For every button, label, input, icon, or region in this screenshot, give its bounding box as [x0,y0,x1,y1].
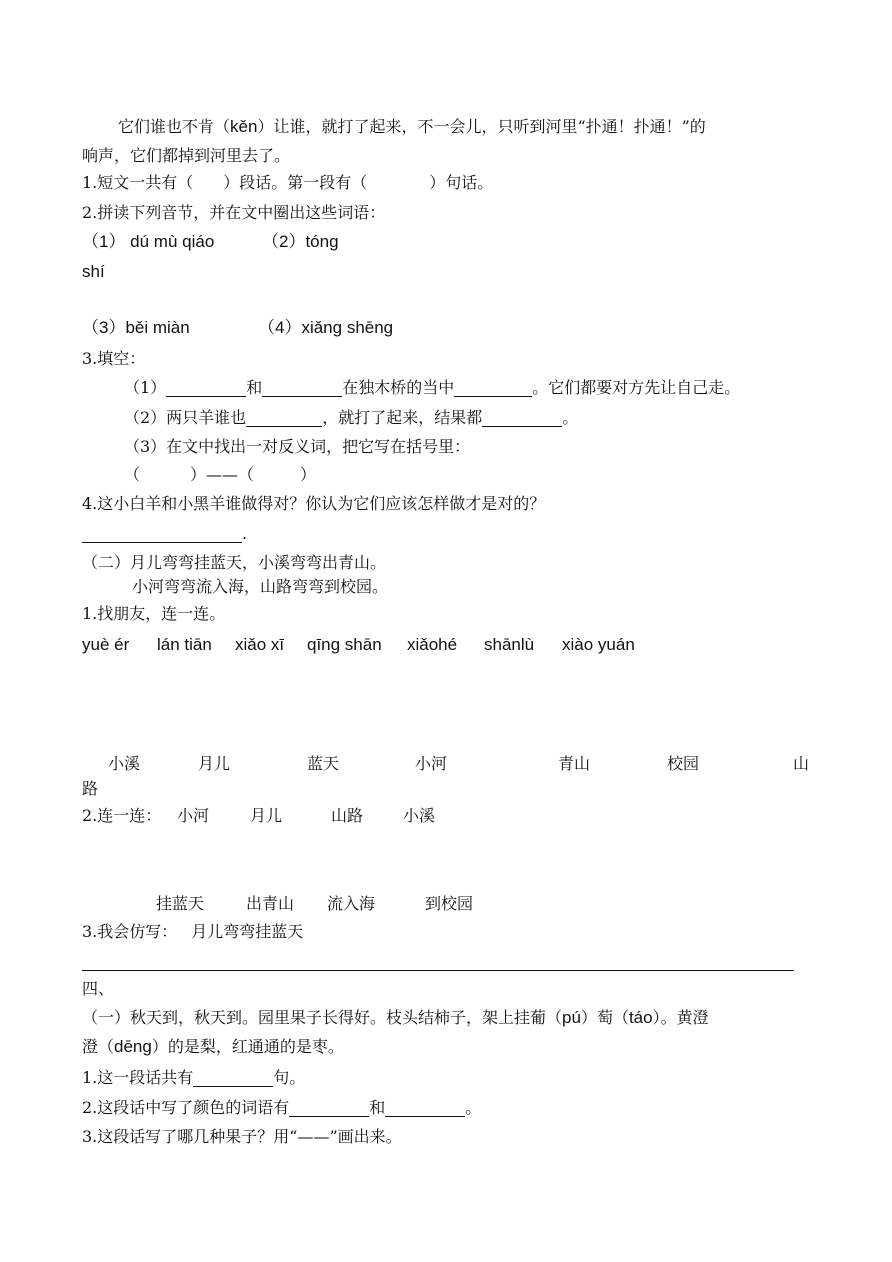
s4-question-3: 3.这段话写了哪几种果子？用“——”画出来。 [82,1127,402,1146]
fill-blank[interactable] [289,1098,369,1117]
pinyin-item-2-wrap: shí [82,262,105,281]
fill-blank[interactable] [166,378,246,397]
fill-blank[interactable] [193,1068,273,1087]
poem-line-1: （二）月儿弯弯挂蓝天，小溪弯弯出青山。 [82,553,387,572]
question-text: 。它们都要对方先让自己走。 [532,378,741,397]
passage-text: ）让谁，就打了起来，不一会儿，只听到河里“扑通！扑通！”的 [257,117,706,136]
fill-line-1 [124,378,740,398]
match-word: 蓝天 [307,754,340,773]
pinyin-word: xiǎohé [407,635,458,654]
pinyin-item-4: （4）xiǎng shēng [258,318,394,337]
bracket-dash: ）——（ [190,465,255,484]
fill-line-2 [124,408,578,428]
connect-item: 小溪 [403,806,436,825]
connect-item: 山路 [331,806,364,825]
question-text: （1） [124,378,167,397]
question-4: 4.这小白羊和小黑羊谁做得对？你认为它们应该怎样做才是对的？ [82,494,546,513]
passage-text: 它们谁也不肯（ [118,117,231,136]
question-text: ）句话。 [429,173,494,192]
passage-text: （一）秋天到，秋天到。园里果子长得好。枝头结柿子，架上挂葡（ [82,1008,563,1027]
sample-sentence: 月儿弯弯挂蓝天 [191,922,304,941]
s4-passage-line-2 [82,1037,344,1057]
passage-text: ）萄（ [580,1008,629,1027]
connect-item: 月儿 [250,806,283,825]
passage-text: ）的是梨，红通通的是枣。 [151,1037,344,1056]
fill-blank[interactable] [454,378,532,397]
passage-text: 澄（ [82,1037,115,1056]
question-s2-2: 2.连一连： [82,806,162,825]
writing-line[interactable] [82,970,794,971]
question-text: 。 [465,1098,482,1117]
match-word: 青山 [558,754,591,773]
passage-line-2: 响声，它们都掉到河里去了。 [82,146,291,165]
answer-blank[interactable] [82,524,242,543]
poem-line-2: 小河弯弯流入海，山路弯弯到校园。 [132,577,389,596]
passage-line-1 [118,117,706,137]
question-text: 在独木桥的当中 [342,378,455,397]
question-text: 1.这一段话共有 [82,1068,194,1087]
question-text: 2.这段话中写了颜色的词语有 [82,1098,290,1117]
question-text: 和 [369,1098,386,1117]
section-four-title: 四、 [82,979,115,998]
question-s2-1: 1.找朋友，连一连。 [82,604,226,623]
question-text: 和 [246,378,263,397]
connect-target: 到校园 [425,894,474,913]
pinyin-word: qīng shān [307,635,382,654]
question-text: 。 [562,408,579,427]
bracket-open: （ [124,465,141,484]
s4-question-2 [82,1098,481,1118]
match-word: 山 [793,754,810,773]
question-text: （2）两只羊谁也 [124,408,247,427]
fill-blank[interactable] [262,378,342,397]
fill-blank[interactable] [482,408,562,427]
period: . [242,524,248,543]
connect-target: 流入海 [327,894,376,913]
connect-target: 挂蓝天 [156,894,205,913]
question-text: 3.我会仿写： [82,922,178,941]
pinyin-item-1: （1） dú mù qiáo [82,232,215,251]
match-word: 月儿 [198,754,231,773]
bracket-close: ） [300,465,317,484]
antonym-brackets [124,465,316,485]
question-s2-3 [82,922,303,942]
question-2: 2.拼读下列音节，并在文中圈出这些词语： [82,203,386,222]
pinyin-word: yuè ér [82,635,130,654]
s4-question-1 [82,1068,305,1088]
question-3: 3.填空： [82,349,146,368]
fill-blank[interactable] [246,408,322,427]
question-text: ）段话。第一段有（ [223,173,368,192]
match-word-wrap: 路 [82,779,99,798]
pinyin-tao: táo [628,1008,653,1027]
pinyin-word: lán tiān [157,635,212,654]
pinyin-pu: pú [562,1008,581,1027]
pinyin-item-2: （2）tóng [262,232,339,251]
answer-line-4 [82,524,247,544]
question-text: ，就打了起来，结果都 [322,408,483,427]
question-text: 句。 [273,1068,306,1087]
passage-text: ）。黄澄 [652,1008,709,1027]
pinyin-deng: dēng [114,1037,152,1056]
match-word: 小溪 [108,754,141,773]
question-text: 1.短文一共有（ [82,173,194,192]
pinyin-word: xiào yuán [562,635,635,654]
pinyin-word: shānlù [484,635,535,654]
match-word: 小河 [415,754,448,773]
pinyin-word: xiǎo xī [235,635,285,654]
pinyin-item-3: （3）běi miàn [82,318,190,337]
s4-passage-line-1 [82,1008,709,1028]
connect-target: 出青山 [246,894,295,913]
pinyin-ken: kěn [230,117,258,136]
question-1 [82,173,493,193]
connect-item: 小河 [177,806,210,825]
fill-line-3: （3）在文中找出一对反义词，把它写在括号里： [124,437,471,456]
fill-blank[interactable] [385,1098,465,1117]
match-word: 校园 [667,754,700,773]
